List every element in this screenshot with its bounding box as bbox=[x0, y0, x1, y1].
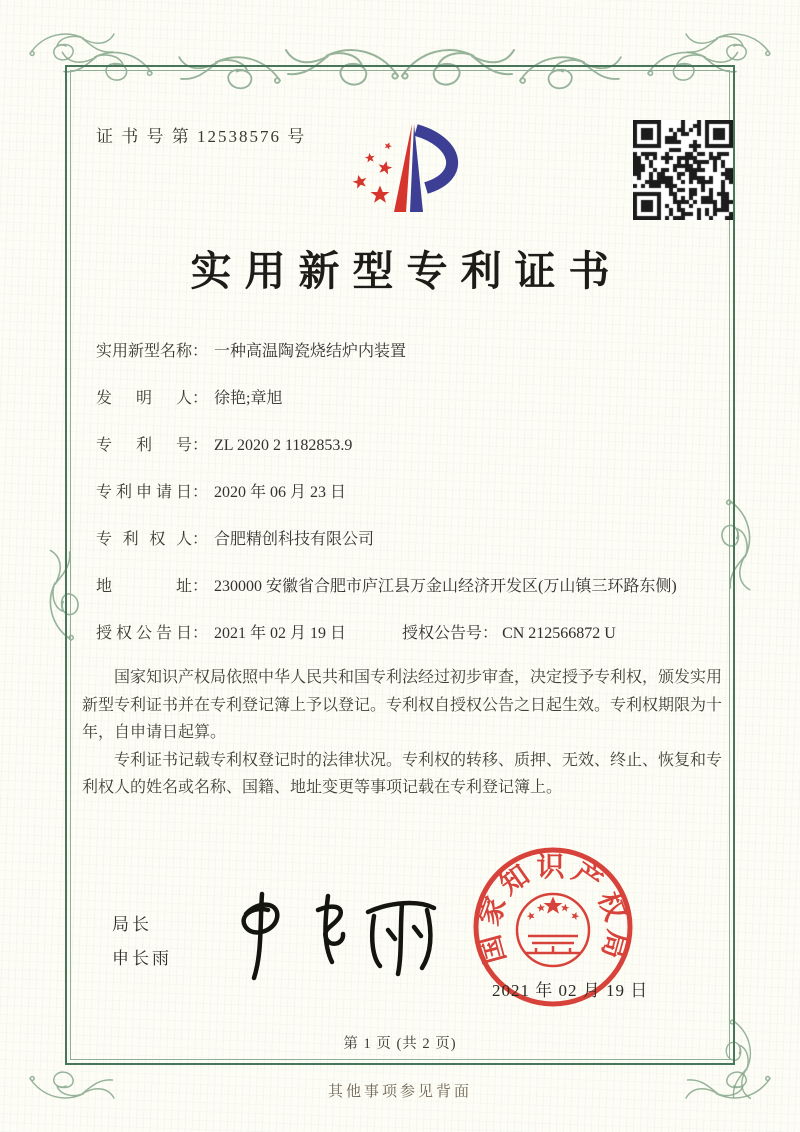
grant-date-value: 2021 年 02 月 19 日 bbox=[214, 625, 347, 642]
field-value: 一种高温陶瓷烧结炉内装置 bbox=[214, 343, 407, 360]
certificate-number: 证 书 号 第 12538576 号 bbox=[96, 127, 307, 146]
field-value: ZL 2020 2 1182853.9 bbox=[214, 437, 353, 454]
field-value: 合肥精创科技有限公司 bbox=[214, 531, 375, 548]
legal-paragraph-2: 专利证书记载专利权登记时的法律状况。专利权的转移、质押、无效、终止、恢复和专利权人的姓名或名称、国籍、地址变更等事项记载在专利登记簿上。 bbox=[82, 751, 723, 797]
signature-handwriting bbox=[222, 882, 442, 987]
field-label: 地址 bbox=[96, 578, 192, 595]
field-colon: ： bbox=[192, 625, 209, 642]
field-label: 专利号 bbox=[96, 437, 192, 454]
legal-text bbox=[82, 664, 722, 802]
legal-paragraph-1: 国家知识产权局依照中华人民共和国专利法经过初步审查，决定授予专利权，颁发实用新型专利证书并在专利登记簿上予以登记。专利权自授权公告之日起生效。专利权期限为十年，自申请日起算。 bbox=[82, 669, 723, 742]
field-label: 专利权人 bbox=[96, 531, 192, 548]
field-list bbox=[96, 340, 720, 669]
grant-number-label: 授权公告号 bbox=[402, 625, 483, 642]
field-row-filing-date bbox=[96, 481, 720, 505]
field-row-inventor bbox=[96, 387, 720, 411]
seal-ring-text: 国家知识产权局 bbox=[473, 852, 633, 967]
page-number: 第 1 页 (共 2 页) bbox=[343, 1036, 457, 1052]
field-row-patent-number bbox=[96, 434, 720, 458]
field-value: 230000 安徽省合肥市庐江县万金山经济开发区(万山镇三环路东侧) bbox=[214, 578, 677, 595]
field-row-grant bbox=[96, 622, 720, 646]
commissioner-name: 申长雨 bbox=[112, 949, 172, 968]
field-row-patentee bbox=[96, 528, 720, 552]
certificate-title: 实用新型专利证书 bbox=[190, 248, 623, 294]
field-row-name bbox=[96, 340, 720, 364]
cnipa-logo-icon bbox=[332, 110, 482, 225]
field-colon: ： bbox=[192, 343, 209, 360]
grant-number-group bbox=[402, 622, 616, 646]
field-colon: ： bbox=[192, 531, 209, 548]
field-label: 专利申请日 bbox=[96, 484, 192, 501]
field-label: 发明人 bbox=[96, 390, 192, 407]
field-colon: ： bbox=[192, 484, 209, 501]
back-note: 其他事项参见背面 bbox=[327, 1084, 472, 1100]
field-value: 徐艳;章旭 bbox=[214, 390, 283, 407]
field-value: 2020 年 06 月 23 日 bbox=[214, 484, 347, 501]
field-colon: ： bbox=[482, 625, 499, 642]
commissioner-block bbox=[112, 908, 172, 976]
field-label: 实用新型名称 bbox=[96, 343, 193, 360]
qr-code bbox=[633, 120, 733, 220]
grant-date-label: 授权公告日 bbox=[96, 625, 192, 642]
field-colon: ： bbox=[192, 390, 209, 407]
field-colon: ： bbox=[192, 578, 209, 595]
grant-number-value: CN 212566872 U bbox=[502, 625, 616, 642]
commissioner-title: 局长 bbox=[112, 915, 152, 934]
seal-date: 2021 年 02 月 19 日 bbox=[492, 981, 649, 1000]
field-row-address bbox=[96, 575, 720, 599]
field-colon: ： bbox=[192, 437, 209, 454]
